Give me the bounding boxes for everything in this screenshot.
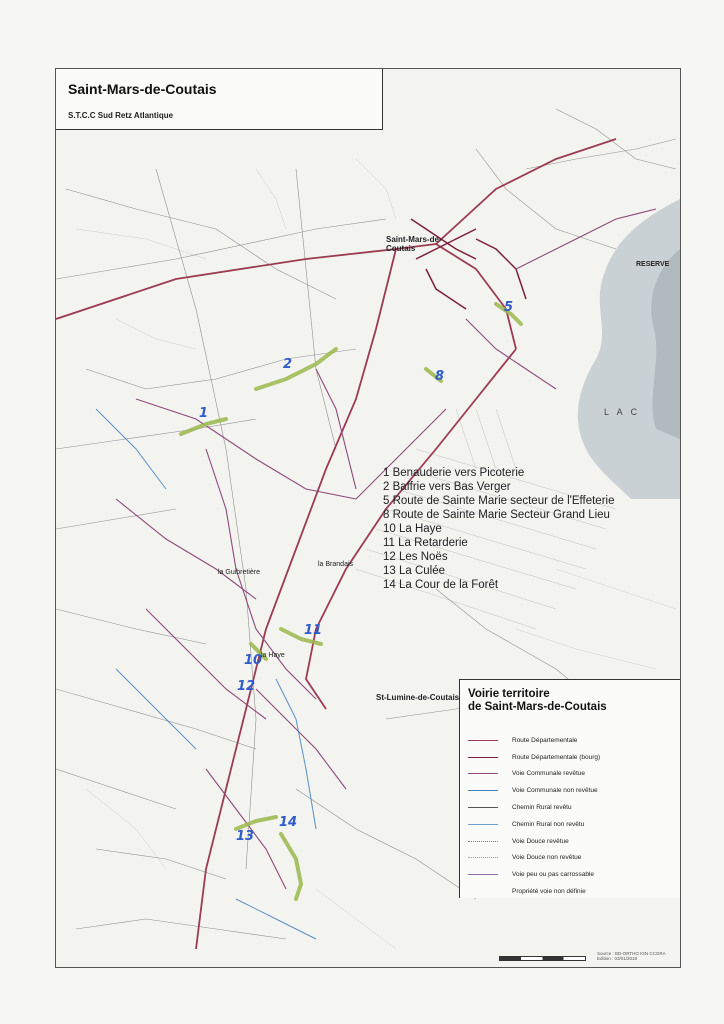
legend-swatch	[468, 790, 498, 791]
legend-box	[459, 679, 681, 898]
voie-non-revetue	[96, 409, 316, 939]
marker-1: 1	[199, 406, 209, 421]
marker-14: 14	[279, 815, 298, 830]
marker-5: 5	[504, 300, 514, 315]
marker-13: 13	[236, 829, 255, 844]
legend-swatch	[468, 857, 498, 858]
source-text: Source : BD-ORTHO IGN CCGRA	[597, 951, 666, 956]
place-la-haye: la Haye	[261, 652, 285, 659]
sections-list	[383, 466, 614, 592]
place-reserve: RESERVE	[636, 261, 670, 268]
legend-swatch	[468, 824, 498, 825]
legend-item	[468, 799, 678, 816]
source-note	[597, 951, 666, 961]
legend-swatch	[468, 874, 498, 875]
legend-label: Voie Communale revêtue	[512, 770, 585, 778]
place-saint-mars: Saint-Mars-de-Coutais	[386, 235, 442, 253]
legend-label: Voie Communale non revêtue	[512, 787, 598, 795]
legend-label: Voie peu ou pas carrossable	[512, 871, 595, 879]
section-item: 13 La Culée	[383, 565, 446, 577]
legend-item	[468, 883, 678, 900]
marker-11: 11	[304, 623, 323, 638]
legend-label: Route Départementale (bourg)	[512, 753, 601, 761]
legend-swatch	[468, 841, 498, 842]
legend-item	[468, 782, 678, 799]
place-lac: L A C	[604, 407, 641, 417]
legend-item	[468, 766, 678, 783]
marker-2: 2	[283, 357, 293, 372]
scale-bar	[499, 956, 586, 961]
legend-rows	[468, 732, 678, 900]
legend-label: Voie Douce revêtue	[512, 837, 569, 845]
section-item: 8 Route de Sainte Marie Secteur Grand Lieu	[383, 509, 610, 521]
legend-label: Voie Douce non revêtue	[512, 854, 582, 862]
legend-item	[468, 850, 678, 867]
place-la-brandais: la Brandais	[318, 561, 354, 568]
section-item: 11 La Retarderie	[383, 537, 468, 549]
edition-text: Edition : 03/01/2018	[597, 956, 638, 961]
section-item: 1 Benauderie vers Picoterie	[383, 467, 525, 479]
legend-swatch	[468, 740, 498, 741]
map-title-box	[56, 69, 383, 130]
legend-item	[468, 749, 678, 766]
marker-12: 12	[237, 679, 256, 694]
legend-title-line1: Voirie territoire	[468, 688, 550, 700]
marker-10: 10	[244, 653, 263, 668]
map-subtitle: S.T.C.C Sud Retz Atlantique	[68, 111, 174, 120]
legend-title	[468, 688, 668, 714]
legend-title-line2: de Saint-Mars-de-Coutais	[468, 701, 607, 713]
legend-item	[468, 816, 678, 833]
marker-8: 8	[435, 369, 445, 384]
place-la-guibretiere: la Guibretière	[218, 569, 261, 576]
section-item: 5 Route de Sainte Marie secteur de l'Effeterie	[383, 495, 615, 507]
legend-item	[468, 833, 678, 850]
legend-swatch	[468, 807, 498, 808]
legend-label: Propriété voie non définie	[512, 888, 586, 896]
map-title: Saint-Mars-de-Coutais	[68, 81, 217, 97]
place-st-lumine: St-Lumine-de-Coutais	[376, 693, 460, 702]
section-item: 14 La Cour de la Forêt	[383, 579, 499, 591]
legend-label: Chemin Rural non revêtu	[512, 820, 585, 828]
legend-swatch	[468, 757, 498, 758]
legend-swatch	[468, 773, 498, 774]
legend-item	[468, 732, 678, 749]
map-sheet	[55, 68, 681, 968]
legend-label: Chemin Rural revêtu	[512, 804, 572, 812]
section-item: 2 Baffrie vers Bas Verger	[383, 481, 511, 493]
legend-label: Route Départementale	[512, 736, 578, 744]
section-item: 10 La Haye	[383, 523, 442, 535]
legend-swatch	[468, 891, 498, 892]
section-item: 12 Les Noës	[383, 551, 448, 563]
legend-item	[468, 866, 678, 883]
